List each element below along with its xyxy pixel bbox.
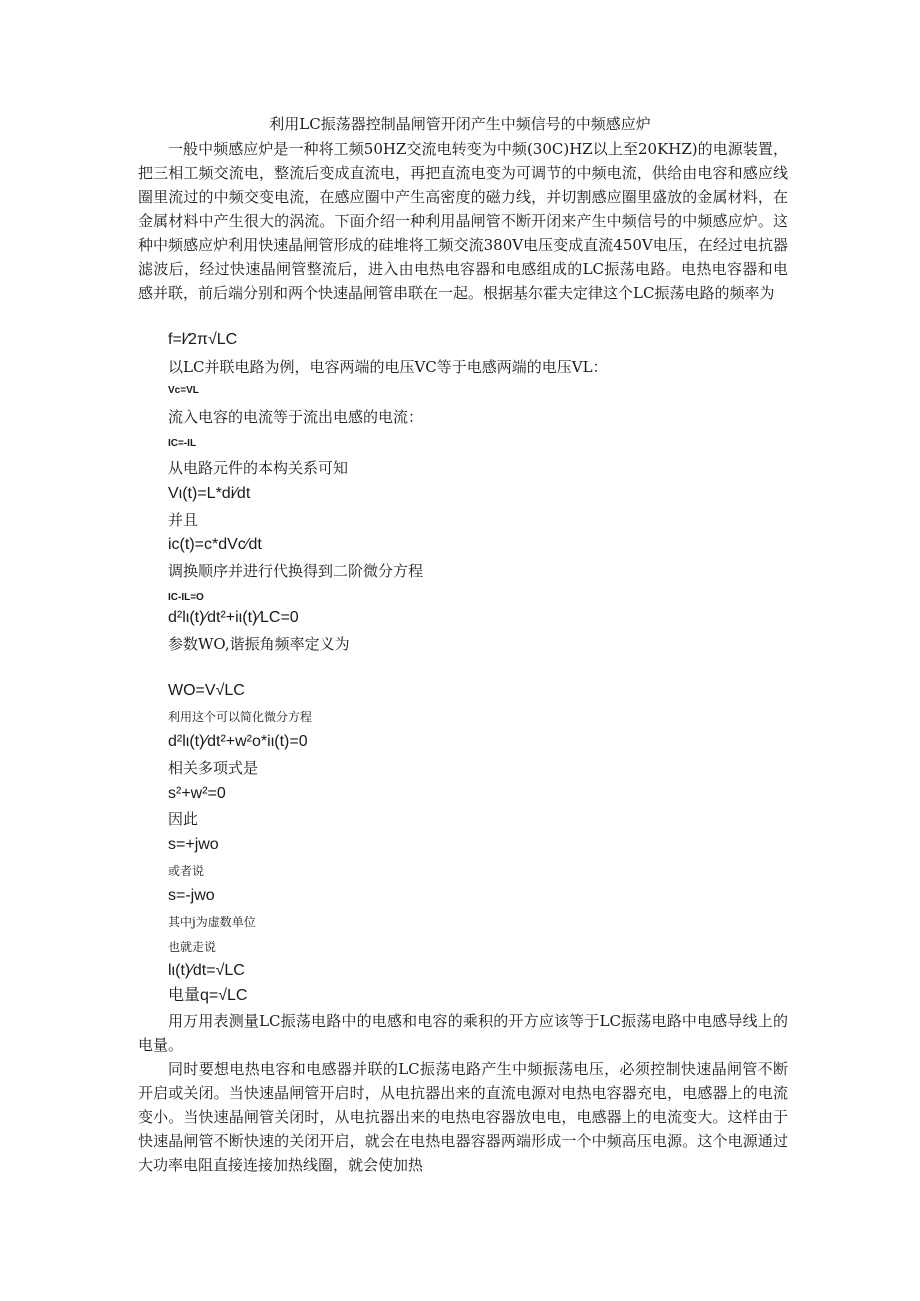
capacitor-current-formula: ic(t)=c*dVc∕dt: [168, 536, 262, 553]
characteristic-polynomial: s²+w²=0: [168, 785, 226, 802]
document-title: 利用LC振荡器控制晶闸管开闭产生中频信号的中频感应炉: [269, 115, 651, 133]
differential-equation-1: d²lι(t)∕dt²+iι(t)∕LC=0: [168, 609, 299, 626]
measurement-paragraph: 用万用表测量LC振荡电路中的电感和电容的乘积的开方应该等于LC振荡电路中电感导线上的电量。: [138, 1012, 788, 1054]
or-say-text: 或者说: [168, 864, 205, 878]
charge-formula: 电量q=√LC: [168, 987, 248, 1004]
frequency-formula: f=l∕2π√LC: [168, 331, 238, 348]
that-is-text: 也就走说: [168, 940, 217, 954]
root-negative: s=-jwo: [168, 887, 215, 904]
and-text: 并且: [168, 511, 199, 529]
intro-paragraph: 一般中频感应炉是一种将工频50HZ交流电转变为中频(30C)HZ以上至20KHZ)的电源装置，把三相工频交流电，整流后变成直流电，再把直流电变为可调节的中频电流，供给由电容和感应线圈里流过的中频交变电流，在感应圈中产生高密度的磁力线，并切割感应圈里盛放的金属材料，在金属材料中产生很大的涡流。下面介绍一种利用晶闸管不断开闭来产生中频信号的中频感应炉。这种中频感应炉利用快速晶闸管形成的硅堆将工频交流380V电压变成直流450V电压，在经过电抗器滤波后，经过快速晶闸管整流后，进入由电热电容器和电感组成的LC振荡电路。电热电容器和电感并联，前后端分别和两个快速晶闸管串联在一起。根据基尔霍夫定律这个LC振荡电路的频率为: [138, 140, 788, 302]
swap-intro: 调换顺序并进行代换得到二阶微分方程: [168, 562, 424, 580]
thyristor-paragraph: 同时要想电热电容和电感器并联的LC振荡电路产生中频振荡电压，必须控制快速晶闸管不断开启或关闭。当快速晶闸管开启时，从电抗器出来的直流电源对电热电容器充电，电感器上的电流变小。当快速晶闸管关闭时，从电抗器出来的电热电容器放电电，电感器上的电流变大。这样由于快速晶闸管不断快速的关闭开启，就会在电热电器容器两端形成一个中频高压电源。这个电源通过大功率电阻直接连接加热线圈，就会使加热: [138, 1060, 788, 1174]
current-intro: 流入电容的电流等于流出电感的电流：: [168, 408, 424, 426]
therefore-text: 因此: [168, 810, 199, 828]
param-intro: 参数WO,谐振角频率定义为: [168, 635, 350, 653]
voltage-equality: Vc=VL: [168, 385, 199, 396]
polynomial-intro: 相关多项式是: [168, 759, 259, 777]
differential-equation-2: d²lι(t)∕dt²+w²o*iι(t)=0: [168, 733, 308, 750]
current-equality: IC=-IL: [168, 438, 197, 449]
resonant-frequency-formula: WO=V√LC: [168, 682, 245, 699]
current-derivative-formula: lι(t)∕dt=√LC: [168, 962, 245, 979]
current-difference: IC-IL=O: [168, 592, 204, 603]
imaginary-unit-note: 其中j为虚数单位: [168, 915, 256, 929]
simplify-intro: 利用这个可以简化微分方程: [168, 710, 313, 724]
root-positive: s=+jwo: [168, 836, 219, 853]
lc-parallel-intro: 以LC并联电路为例，电容两端的电压VC等于电感两端的电压VL：: [168, 358, 608, 376]
relation-intro: 从电路元件的本构关系可知: [168, 459, 349, 477]
inductor-voltage-formula: Vι(t)=L*di∕dt: [168, 485, 251, 502]
